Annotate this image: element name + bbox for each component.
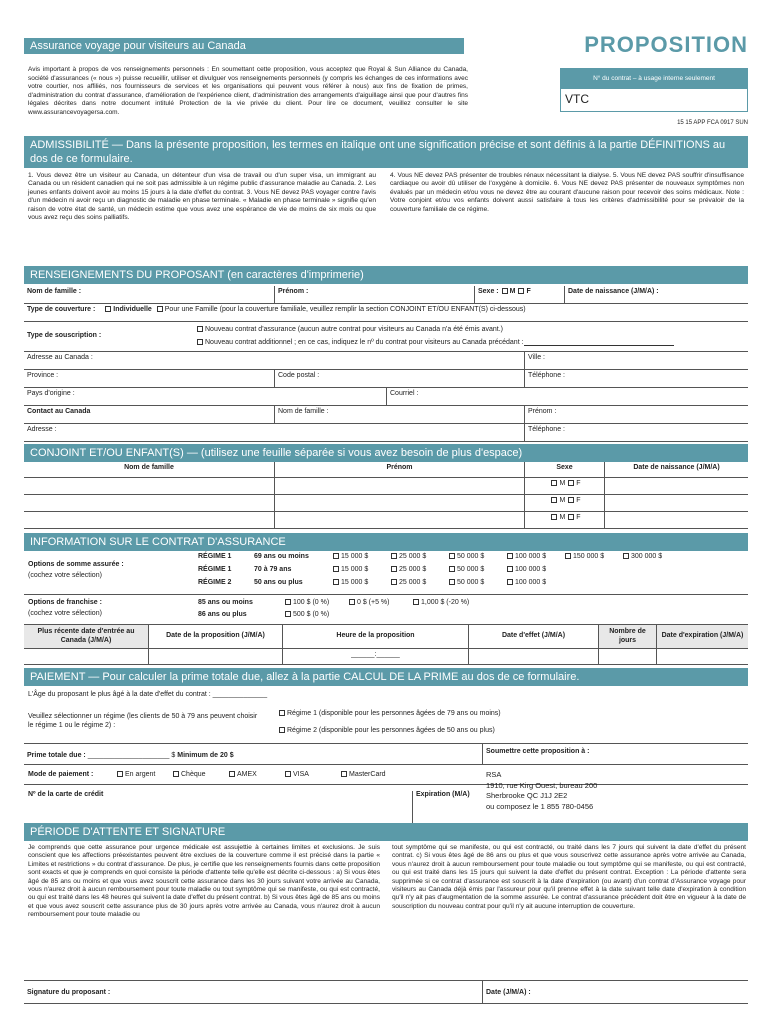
contact-label: Contact au Canada [27,408,91,415]
city-field[interactable]: Ville : [524,352,748,369]
dependent-row [24,495,748,512]
section-attente: PÉRIODE D'ATTENTE ET SIGNATURE [24,823,748,841]
deductible-row [24,595,748,625]
additional-contract-label: Nouveau contrat additionnel ; en ce cas, indiquez le nº du contrat pour visiteurs au Canada précédant : [205,339,524,346]
dependent-sex [524,495,604,511]
plan1-option-label: Régime 1 (disponible pour les personnes âgées de 79 ans ou moins) [287,710,501,717]
dependents-header-row [24,462,748,478]
sum-amount-checkbox[interactable] [565,553,571,559]
plan1-label: RÉGIME 1 [198,553,232,560]
sum-amount-option [562,553,620,560]
deductible-checkbox[interactable] [413,599,419,605]
address-field[interactable]: Adresse au Canada : [27,354,93,361]
address-line: RSA [486,770,502,779]
plan1-option [276,710,501,717]
dependent-m-checkbox[interactable] [551,514,557,520]
payment-mode-option [282,771,338,778]
plan1b-age: 70 à 79 ans [254,566,292,573]
submit-to-label: Soumettre cette proposition à : [482,744,748,764]
plan-select-text: Veuillez sélectionner un régime (les clients de 50 à 79 ans peuvent choisir le régime 1 ou le régime 2) : [28,713,258,729]
payment-mode-option [114,771,170,778]
privacy-notice: Avis important à propos de vos renseignements personnels : En soumettant cette proposition, vous acceptez que Royal & Sun Alliance du Canada, société d'assurances (« nous ») puisse recueillir, utiliser et divulguer vos renseignements personnels (y compris les échanges de ces informations avec votre courtier, nos affiliés, nos fournisseurs de services et les organisations qui peuvent vous référer à nous) aux fins de fixation de primes, d'administration du contrat d'assurance, d'amélioration de l'expérience client, d'administration des arrangements d'aiguillage ainsi que pour d'autres fins légales décrites dans notre document intitulé Protection de la vie privée du client. Pour lire ce document, veuillez consulter le site www.assurancevoyagersa.com. [28,66,468,116]
section-conjoint: CONJOINT ET/OU ENFANT(S) — (utilisez une feuille séparée si vous avez besoin de plus d'espace) [24,444,748,462]
col-entry-date: Plus récente date d'entrée au Canada (J/M/A) [24,625,148,648]
individual-checkbox[interactable] [105,306,111,312]
deductible-label: Options de franchise : [28,599,102,606]
additional-contract-option [194,339,674,346]
family-label: Pour une Famille (pour la couverture familiale, veuillez remplir la section CONJOINT ET/OU ENFANT(S) ci-dessous) [164,306,526,313]
eligibility-left: 1. Vous devez être un visiteur au Canada, un détenteur d'un visa de travail ou d'un super visa, un immigrant au Canada ou un résident canadien qui ne soit pas admissible à un régime public d'assurance maladie au Canada. 2. Les jeunes enfants doivent avoir au moins 15 jours à la date d'effet du contrat. 3. Vous NE devez PAS voyager contre l'avis d'un médecin ni avoir reçu un diagnostic de maladie en phase terminale. « Maladie en phase terminale » signifie qu'en raison de votre état de santé, un médecin estime que vous avez une espérance de vie de moins de six mois ou que vous avez reçu des soins palliatifs. [28,172,376,222]
sum-amount-option [620,553,678,560]
plan1b-label: RÉGIME 1 [198,566,232,573]
premium-row [24,743,748,765]
deductible-age2: 86 ans ou plus [198,611,247,618]
dates-header-row [24,625,748,649]
sex-f-label: F [526,288,531,295]
sum-amount-option [504,553,562,560]
dependent-first-name-input[interactable] [274,512,524,528]
contact-first-name-field[interactable]: Prénom : [524,406,748,423]
sum-amount-checkbox[interactable] [449,579,455,585]
signature-field[interactable]: Signature du proposant : [27,989,111,996]
payment-mode-checkbox[interactable] [285,771,291,777]
dependent-first-name-input[interactable] [274,495,524,511]
amounts-row-1 [330,553,678,560]
sex-label: Sexe : [478,288,499,295]
deductible-options-1 [282,599,474,606]
sex-f-checkbox[interactable] [518,288,524,294]
dependent-last-name-input[interactable] [24,512,274,528]
deductible-age1: 85 ans ou moins [198,599,253,606]
sum-amount-label: 25 000 $ [399,553,427,560]
payment-mode-label: AMEX [237,771,257,778]
deductible-option [282,599,346,606]
col-sex: Sexe [524,462,604,477]
contact-phone-field[interactable]: Téléphone : [524,424,748,441]
deductible-checkbox[interactable] [285,611,291,617]
eligibility-right: 4. Vous NE devez PAS présenter de troubles rénaux nécessitant la dialyse. 5. Vous NE devez PAS souffrir d'insuffisance cardiaque ou avoir dû utiliser de l'oxygène à domicile. 6. Vous NE devez PAS présenter de nouveaux symptômes non évalués par un médecin et/ou vous ne devez être au courant d'aucune raison pour recevoir des soins médicaux. Note : Votre conjoint et/ou vos enfants doivent aussi satisfaire à tous les critères d'admissibilité pour se prévaloir de la couverture familiale de ce régime. [390,172,744,213]
sum-amount-option [388,566,446,573]
new-contract-checkbox[interactable] [197,326,203,332]
payment-mode-checkbox[interactable] [117,771,123,777]
sex-m-label: M [509,288,516,295]
row-country [24,388,748,406]
dependent-f-checkbox[interactable] [568,514,574,520]
dependent-m-label: M [559,480,566,487]
dependent-f-label: F [576,514,581,521]
form-header-bar: Assurance voyage pour visiteurs au Canada [24,38,464,54]
sum-amount-label: 25 000 $ [399,579,427,586]
amounts-row-2 [330,566,562,573]
deductible-label: 0 $ (+5 %) [357,599,390,606]
payment-mode-label: VISA [293,771,309,778]
country-field[interactable]: Pays d'origine : [27,390,75,397]
contract-number-field[interactable]: VTC [565,92,589,106]
sum-amount-checkbox[interactable] [507,566,513,572]
section-paiement: PAIEMENT — Pour calculer la prime totale due, allez à la partie CALCUL DE LA PRIME au dos de ce formulaire. [24,668,748,686]
payment-mode-checkbox[interactable] [229,771,235,777]
sum-amount-label: 50 000 $ [457,553,485,560]
dependent-row [24,512,748,529]
col-birth-date: Date de naissance (J/M/A) [604,462,748,477]
new-contract-label: Nouveau contrat d'assurance (aucun autre contrat pour visiteurs au Canada n'a été émis avant.) [205,326,504,333]
section-contrat: INFORMATION SUR LE CONTRAT D'ASSURANCE [24,533,748,551]
row-subscription [24,322,748,352]
entry-date-input[interactable] [24,649,148,664]
dependent-sex [524,478,604,494]
sum-amount-label: 150 000 $ [573,553,605,560]
dependent-birth-input[interactable] [604,495,748,511]
col-proposal-time: Heure de la proposition [282,625,468,648]
deductible-label: 100 $ (0 %) [293,599,330,606]
dependent-birth-input[interactable] [604,478,748,494]
dependent-birth-input[interactable] [604,512,748,528]
col-proposal-date: Date de la proposition (J/M/A) [148,625,282,648]
sum-amount-label: 15 000 $ [341,566,369,573]
sum-amount-option [388,553,446,560]
payment-mode-checkbox[interactable] [173,771,179,777]
dependent-sex [524,512,604,528]
col-last-name: Nom de famille [124,464,174,471]
row-name [24,286,748,304]
effective-date-input[interactable] [468,649,598,664]
postal-code-field[interactable]: Code postal : [274,370,524,387]
payment-mode-option [226,771,282,778]
sum-amount-checkbox[interactable] [333,579,339,585]
sum-amount-option [446,553,504,560]
sum-amount-option [330,553,388,560]
sum-insured-row [24,551,748,595]
sum-amount-checkbox[interactable] [333,566,339,572]
email-field[interactable]: Courriel : [386,388,748,405]
additional-contract-checkbox[interactable] [197,339,203,345]
sum-amount-label: 50 000 $ [457,566,485,573]
payment-mode-label: Chèque [181,771,206,778]
deductible-label: 1,000 $ (-20 %) [421,599,470,606]
sum-amount-label: 15 000 $ [341,553,369,560]
deductible-option [346,599,410,606]
expiration-field[interactable]: Expiration (M/A) [412,791,470,825]
col-expiry-date: Date d'expiration (J/M/A) [656,625,748,648]
payment-mode-option [338,771,394,778]
col-first-name: Prénom [274,462,524,477]
sum-amount-checkbox[interactable] [507,553,513,559]
premium-label: Prime totale due : [27,752,86,759]
sex-field [474,286,564,303]
sum-amount-option [446,579,504,586]
card-number-field[interactable]: Nº de la carte de crédit [28,791,104,798]
plan2-label: RÉGIME 2 [198,579,232,586]
sum-amount-label: 300 000 $ [631,553,663,560]
dependent-f-label: F [576,480,581,487]
sum-insured-hint: (cochez votre sélection) [28,572,102,579]
deductible-option [410,599,474,606]
payment-mode-label: En argent [125,771,156,778]
sum-amount-checkbox[interactable] [391,566,397,572]
sum-amount-option [388,579,446,586]
waiting-period-right: tout symptôme qui se manifeste, ou qui est contracté, ou traité dans les 7 jours qui suivent la date d'effet du présent contrat. c) Si vous êtes âgé de 86 ans ou plus et que vous souscrivez cette assurance après votre arrivée au Canada, vous n'aurez droit à aucun remboursement pour toute maladie ou tout symptôme qui se manifeste, ou qui est contracté, ou qui est traité dans les 15 jours qui suivent la date d'effet du présent contrat. Exception : La période d'attente sera supprimée si ce contrat d'assurance est souscrit à la date d'expiration (ou avant) d'un contrat d'Assurance voyage pour visiteurs au Canada déjà émis par l'assureur pour qu'il prenne effet à la date suivant telle date d'expiration à condition qu'il n'y ait pas d'augmentation de la somme assurée. Le contrat d'assurance précédent doit être en vigueur à la date de souscription du nouveau contrat pour qu'il n'y ait aucune interruption de couverture. [392,844,746,910]
plan2-option-label: Régime 2 (disponible pour les personnes âgées de 50 ans ou plus) [287,727,495,734]
col-days: Nombre de jours [598,625,656,648]
sex-m-checkbox[interactable] [502,288,508,294]
sum-amount-option [504,579,562,586]
oldest-age-field[interactable]: L'Âge du proposant le plus âgé à la date d'effet du contrat : ______________ [28,691,268,698]
sum-amount-label: 15 000 $ [341,579,369,586]
signature-date-field[interactable]: Date (J/M/A) : [482,981,748,1003]
payment-mode-label: Mode de paiement : [28,771,94,778]
sum-amount-option [330,566,388,573]
payment-mode-options [114,771,394,778]
payment-mode-label: MasterCard [349,771,386,778]
subscription-label: Type de souscription : [27,332,102,339]
plan2-age: 50 ans ou plus [254,579,303,586]
premium-minimum: Minimum de 20 $ [177,752,234,759]
dates-input-row [24,649,748,665]
expiry-date-input[interactable] [656,649,748,664]
waiting-period-left: Je comprends que cette assurance pour urgence médicale est assujettie à certaines limites et exclusions. Je suis conscient que les affections préexistantes peuvent être exclues de la couverture comme il est précisé dans la partie « Limites et restrictions » du contrat d'assurance. De plus, je certifie que les renseignements fournis dans cette proposition sont exacts et que je comprends en quoi consiste la période d'attente telle qu'elle est décrite ci-dessous : a) Si vous êtes âgé de 85 ans ou moins et que vous avez souscrit cette assurance dans les 30 jours suivant votre arrivée au Canada, vous n'aurez droit à aucun remboursement pour toute maladie ou tout symptôme qui se manifeste, ou qui est contracté, ou qui est traité dans les 48 heures qui suivent la date d'effet du présent contrat. b) Si vous êtes âgé de 85 ans ou moins et que vous avez souscrit cette assurance plus de 30 jours après votre arrivée au Canada, vous n'aurez droit à aucun remboursement pour toute maladie ou [28,844,380,919]
amounts-row-3 [330,579,562,586]
col-effective-date: Date d'effet (J/M/A) [468,625,598,648]
address-line: Sherbrooke QC J1J 2E2 [486,791,568,800]
dependent-first-name-input[interactable] [274,478,524,494]
sum-amount-option [446,566,504,573]
sum-amount-checkbox[interactable] [507,579,513,585]
coverage-label: Type de couverture : [27,306,96,313]
dependent-last-name-input[interactable] [24,495,274,511]
payment-mode-row [24,765,748,785]
row-contact-address [24,424,748,442]
first-name-field[interactable]: Prénom : [274,286,474,303]
payment-mode-checkbox[interactable] [341,771,347,777]
form-code: 15 15 APP FCA 0917 SUN [677,120,748,126]
last-name-field[interactable]: Nom de famille : [27,288,82,295]
mailing-address [486,770,597,812]
dependent-f-checkbox[interactable] [568,497,574,503]
dependent-last-name-input[interactable] [24,478,274,494]
address-line: 1910, rue Kirg Ouest, bureau 200 [486,780,598,790]
deductible-checkbox[interactable] [349,599,355,605]
sum-amount-label: 100 000 $ [515,579,547,586]
plan1-age: 69 ans ou moins [254,553,309,560]
contract-number-box [560,68,748,112]
row-contact [24,406,748,424]
premium-field [24,744,482,764]
contract-number-label: N° du contrat – à usage interne seulement [561,69,747,89]
sum-amount-label: 100 000 $ [515,553,547,560]
new-contract-option [194,326,503,333]
sum-amount-checkbox[interactable] [391,553,397,559]
province-field[interactable]: Province : [27,372,59,379]
sum-amount-checkbox[interactable] [449,566,455,572]
deductible-label: 500 $ (0 %) [293,611,330,618]
sum-amount-label: 50 000 $ [457,579,485,586]
previous-contract-input[interactable] [524,345,674,346]
dependent-m-checkbox[interactable] [551,480,557,486]
deductible-hint: (cochez votre sélection) [28,610,102,617]
section-proposant: RENSEIGNEMENTS DU PROPOSANT (en caractères d'imprimerie) [24,266,748,284]
deductible-checkbox[interactable] [285,599,291,605]
payment-mode-option [170,771,226,778]
deductible-option [282,611,346,618]
proposal-date-input[interactable] [148,649,282,664]
sum-amount-label: 25 000 $ [399,566,427,573]
sum-amount-checkbox[interactable] [449,553,455,559]
individual-label: Individuelle [113,306,152,313]
dependent-m-checkbox[interactable] [551,497,557,503]
dependent-row [24,478,748,495]
section-admissibilite: ADMISSIBILITÉ — Dans la présente proposition, les termes en italique ont une signification précise et sont définis à la partie DÉFINITIONS au dos de ce formulaire. [24,136,748,168]
card-number-row [24,785,482,825]
sum-amount-option [504,566,562,573]
family-checkbox[interactable] [157,306,163,312]
proposal-time-input[interactable]: ______:______ [282,649,468,664]
dependent-m-label: M [559,514,566,521]
deductible-options-2 [282,611,346,618]
plan2-checkbox[interactable] [279,727,285,733]
premium-input[interactable]: _____________________ $ [87,752,176,759]
days-input[interactable] [598,649,656,664]
address-line: ou composez le 1 855 780-0456 [486,801,594,811]
contact-address-field[interactable]: Adresse : [27,426,57,433]
plan1-checkbox[interactable] [279,710,285,716]
sum-insured-label: Options de somme assurée : [28,561,124,568]
contact-last-name-field[interactable]: Nom de famille : [274,406,524,423]
plan2-option [276,727,495,734]
dependent-f-checkbox[interactable] [568,480,574,486]
signature-row [24,980,748,1004]
sum-amount-label: 100 000 $ [515,566,547,573]
form-title: PROPOSITION [584,32,748,57]
dependent-m-label: M [559,497,566,504]
row-address [24,352,748,370]
phone-field[interactable]: Téléphone : [524,370,748,387]
sum-amount-checkbox[interactable] [333,553,339,559]
row-coverage [24,304,748,322]
sum-amount-checkbox[interactable] [391,579,397,585]
dependent-f-label: F [576,497,581,504]
sum-amount-option [330,579,388,586]
row-province [24,370,748,388]
birth-date-field[interactable]: Date de naissance (J/M/A) : [564,286,748,303]
sum-amount-checkbox[interactable] [623,553,629,559]
